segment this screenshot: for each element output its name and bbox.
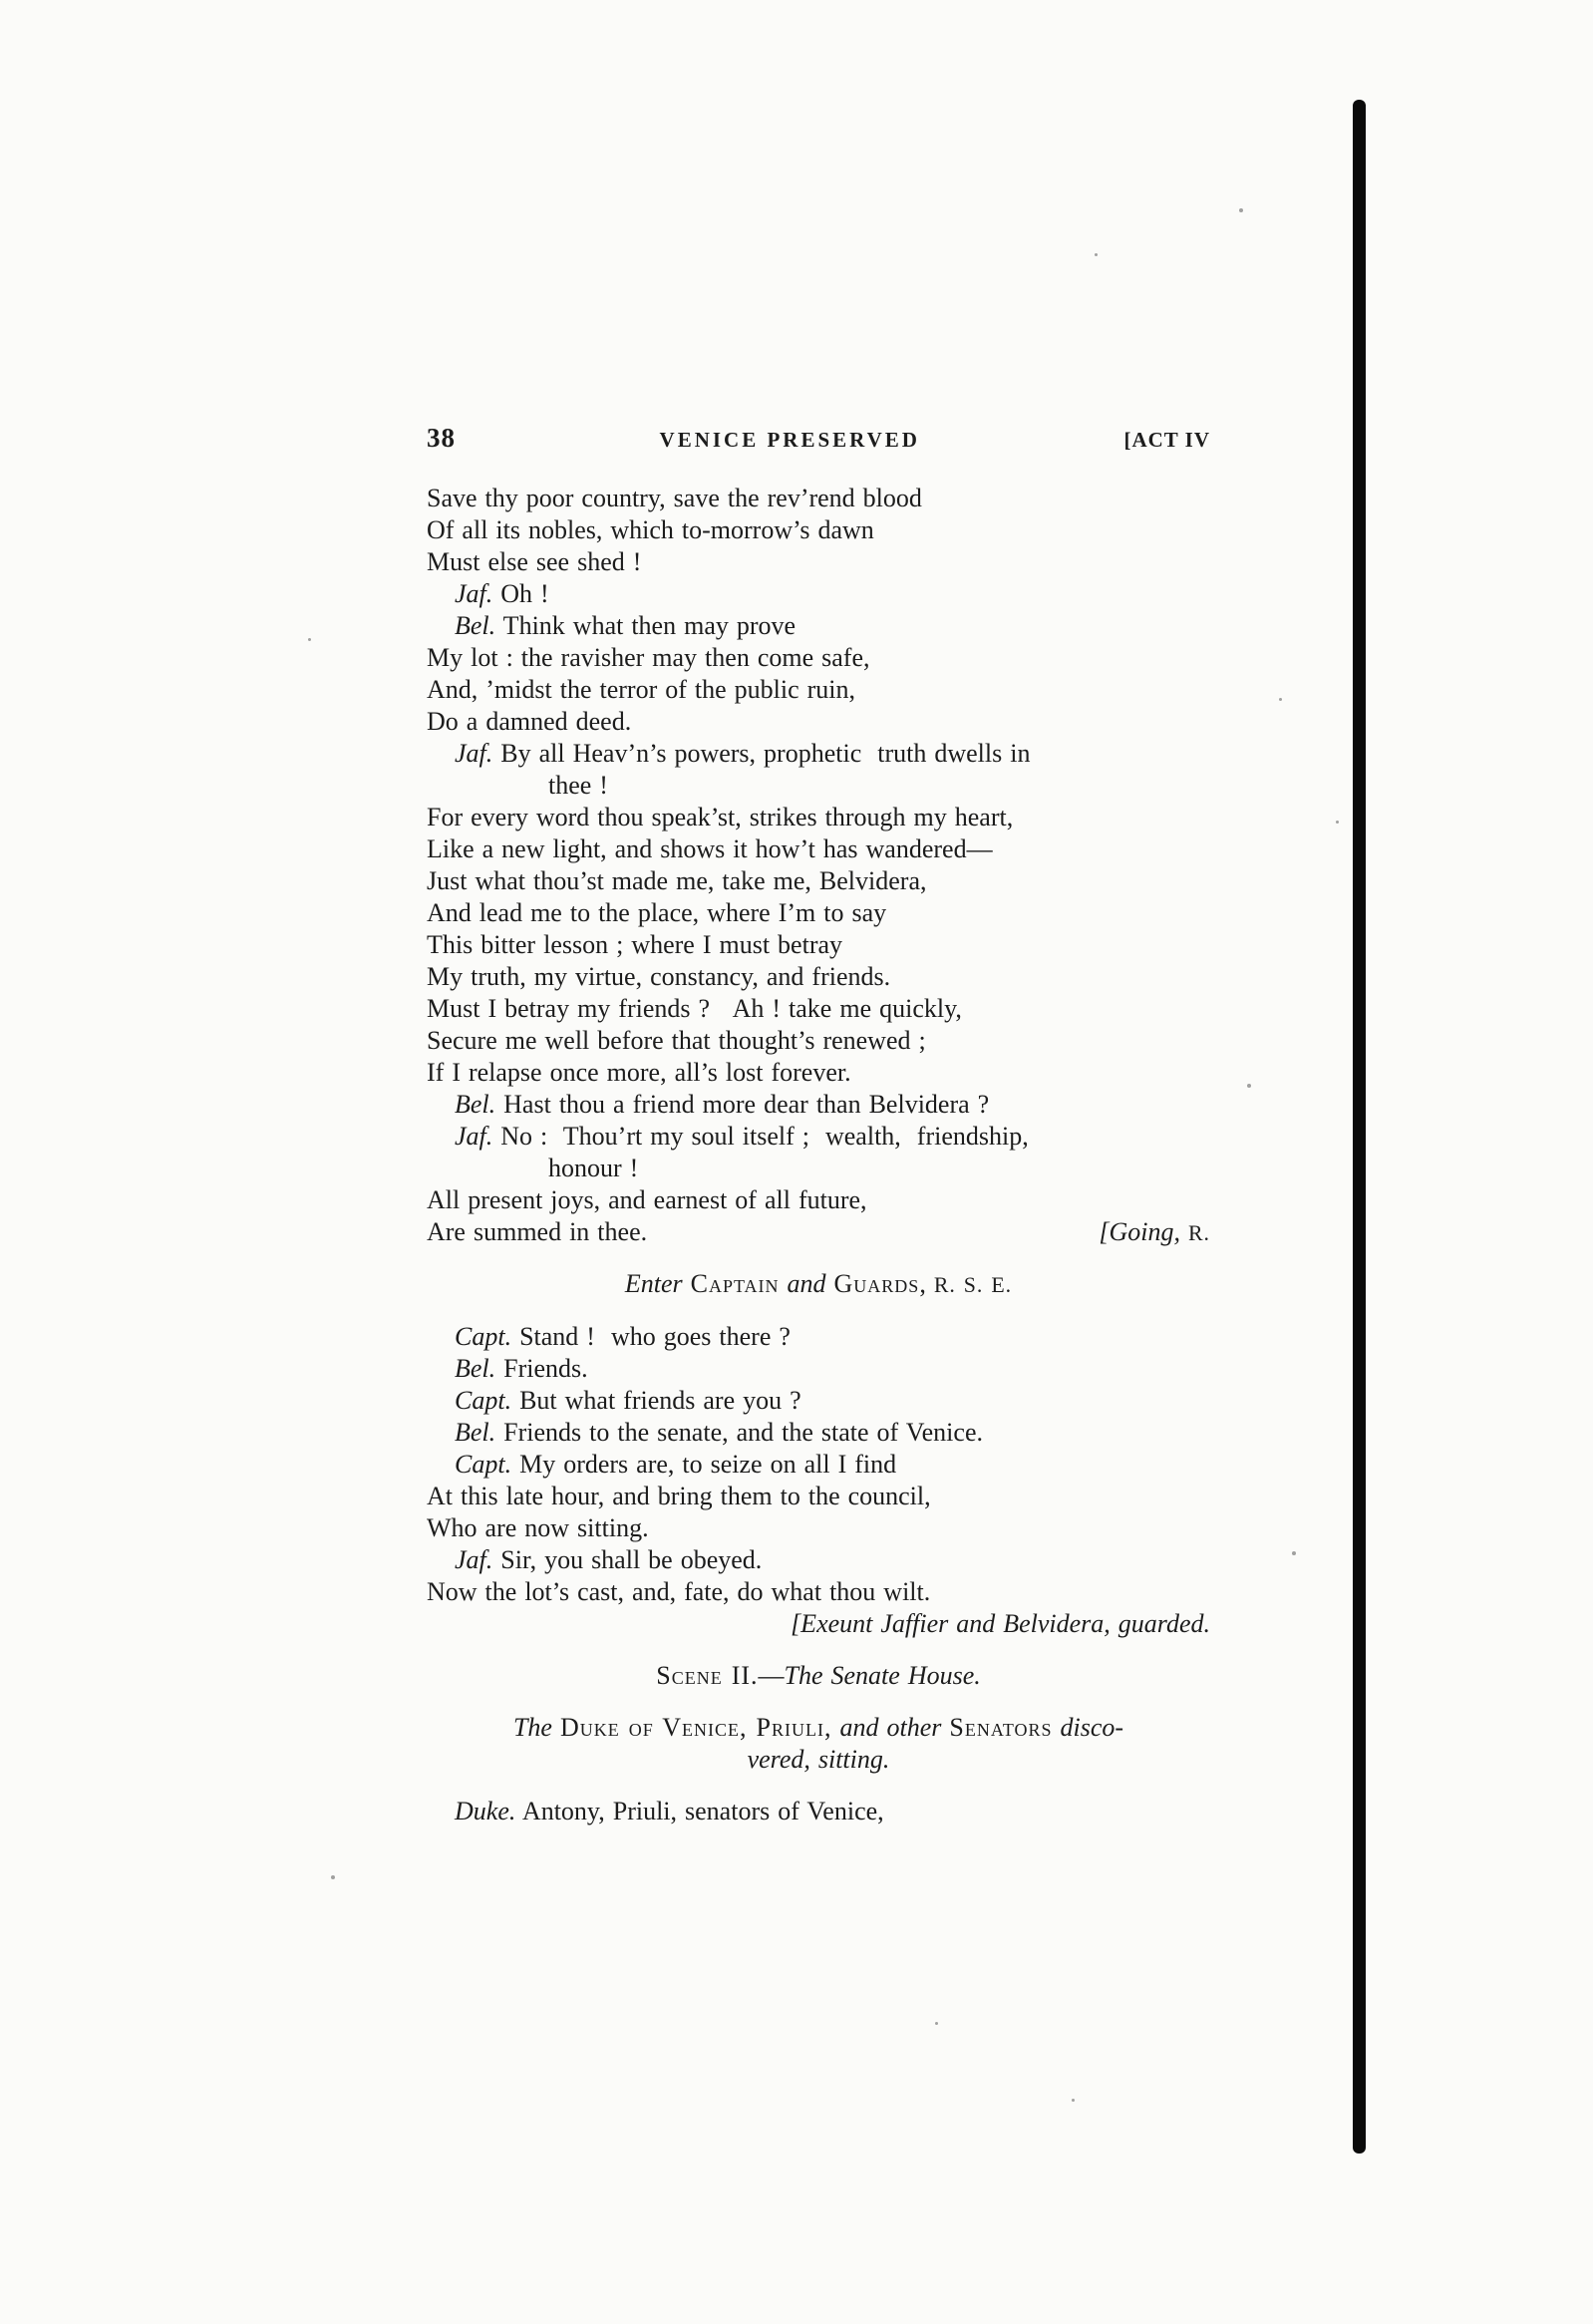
text-segment: Must I betray my friends ? Ah ! take me quickly, [427, 994, 962, 1023]
text-line [427, 1796, 1210, 1827]
text-line [427, 1417, 1210, 1449]
text-line [427, 1608, 1210, 1640]
text-line [427, 738, 1210, 770]
play-text [427, 483, 1210, 1827]
page-header [427, 423, 1210, 454]
text-segment: Save thy poor country, save the rev’rend blood [427, 484, 922, 512]
running-title: VENICE PRESERVED [659, 428, 920, 452]
text-segment: , [919, 1269, 934, 1298]
text-segment: Senators [949, 1713, 1053, 1742]
speaker-abbrev: Bel. [455, 611, 496, 640]
text-segment: Captain [690, 1269, 780, 1298]
text-line [427, 1576, 1210, 1608]
scan-speck [1239, 208, 1243, 212]
scan-speck [331, 1875, 335, 1879]
text-segment: By all Heav’n’s powers, prophetic truth dwells in [492, 739, 1031, 768]
text-segment: Just what thou’st made me, take me, Belvidera, [427, 866, 927, 895]
text-segment: [Exeunt Jaffier and Belvidera, guarded. [791, 1609, 1210, 1638]
text-line [427, 1153, 1210, 1184]
inline-stage-direction [1099, 1216, 1210, 1249]
text-segment: honour ! [548, 1154, 639, 1182]
text-segment: Hast thou a friend more dear than Belvidera ? [495, 1090, 990, 1119]
scan-speck [1247, 1084, 1251, 1088]
scan-speck [1279, 698, 1282, 701]
text-line [427, 865, 1210, 897]
text-segment: But what friends are you ? [511, 1386, 801, 1415]
text-segment: My orders are, to seize on all I find [511, 1450, 897, 1479]
text-segment: and [779, 1269, 834, 1298]
text-segment: vered, sitting. [747, 1745, 890, 1774]
text-line [427, 1089, 1210, 1121]
act-marker: [ACT IV [1123, 428, 1210, 452]
text-line [427, 1025, 1210, 1057]
text-line [427, 1268, 1210, 1301]
text-line [427, 1481, 1210, 1512]
text-segment: Oh ! [492, 579, 549, 608]
speaker-abbrev: Jaf. [455, 739, 493, 768]
text-segment: The [512, 1713, 560, 1742]
text-segment: disco- [1052, 1713, 1124, 1742]
text-segment: For every word thou speak’st, strikes through my heart, [427, 803, 1014, 831]
scan-speck [308, 638, 311, 641]
speaker-abbrev: Bel. [455, 1354, 496, 1383]
text-segment: The Senate House. [784, 1661, 981, 1690]
text-line [427, 1353, 1210, 1385]
text-segment: R. [1187, 1221, 1210, 1245]
text-line [427, 1216, 1210, 1248]
speaker-abbrev: Jaf. [455, 579, 493, 608]
text-segment: All present joys, and earnest of all future, [427, 1185, 867, 1214]
text-line [427, 1184, 1210, 1216]
text-line [427, 833, 1210, 865]
text-line [427, 1057, 1210, 1089]
scan-artifact-bar [1353, 100, 1366, 2154]
text-line [427, 642, 1210, 674]
text-segment: Secure me well before that thought’s renewed ; [427, 1026, 926, 1055]
speaker-abbrev: Capt. [455, 1450, 512, 1479]
text-line [427, 1660, 1210, 1692]
speaker-abbrev: Capt. [455, 1322, 512, 1351]
text-segment: Friends. [495, 1354, 588, 1383]
scan-speck [1336, 821, 1339, 824]
scan-speck [935, 2022, 938, 2025]
text-segment: Friends to the senate, and the state of Venice. [495, 1418, 983, 1447]
text-segment: Must else see shed ! [427, 547, 642, 576]
text-line [427, 1385, 1210, 1417]
text-segment: And lead me to the place, where I’m to say [427, 898, 887, 927]
text-line [427, 993, 1210, 1025]
text-segment: My lot : the ravisher may then come safe, [427, 643, 870, 672]
text-segment: Duke of Venice, Priuli, [559, 1713, 832, 1742]
text-segment: Stand ! who goes there ? [511, 1322, 791, 1351]
speaker-abbrev: Duke. [455, 1797, 516, 1826]
text-segment: Now the lot’s cast, and, fate, do what thou wilt. [427, 1577, 931, 1606]
text-segment: Like a new light, and shows it how’t has wandered— [427, 834, 993, 863]
text-line [427, 483, 1210, 514]
speaker-abbrev: Jaf. [455, 1122, 493, 1151]
text-line [427, 961, 1210, 993]
text-segment: Do a damned deed. [427, 707, 632, 736]
text-segment: Guards [833, 1269, 920, 1298]
text-line [427, 802, 1210, 833]
text-line [427, 706, 1210, 738]
speaker-abbrev: Jaf. [455, 1545, 493, 1574]
text-segment: Think what then may prove [495, 611, 796, 640]
text-segment: This bitter lesson ; where I must betray [427, 930, 843, 959]
text-line [427, 546, 1210, 578]
text-segment: — [758, 1661, 785, 1690]
text-line [427, 1321, 1210, 1353]
scan-speck [1072, 2099, 1075, 2102]
page-number: 38 [427, 423, 456, 453]
text-line [427, 610, 1210, 642]
scan-speck [1292, 1551, 1296, 1555]
speaker-abbrev: Capt. [455, 1386, 512, 1415]
scan-speck [1095, 253, 1098, 256]
text-line [427, 897, 1210, 929]
text-segment: [Going, [1099, 1217, 1188, 1246]
text-line [427, 514, 1210, 546]
text-line [427, 578, 1210, 610]
text-line [427, 1449, 1210, 1481]
speaker-abbrev: Bel. [455, 1090, 496, 1119]
text-segment: thee ! [548, 771, 608, 800]
text-line [427, 1544, 1210, 1576]
text-segment: And, ’midst the terror of the public ruin, [427, 675, 856, 704]
text-segment: If I relapse once more, all’s lost forever. [427, 1058, 851, 1087]
text-segment: No : Thou’rt my soul itself ; wealth, friendship, [492, 1122, 1029, 1151]
text-segment: At this late hour, and bring them to the council, [427, 1482, 931, 1510]
text-line [427, 929, 1210, 961]
text-segment: Sir, you shall be obeyed. [492, 1545, 763, 1574]
text-segment: and other [831, 1713, 950, 1742]
text-line [427, 1121, 1210, 1153]
text-line [427, 1712, 1210, 1744]
text-line [427, 770, 1210, 802]
text-segment: Enter [624, 1269, 691, 1298]
speaker-abbrev: Bel. [455, 1418, 496, 1447]
text-line [427, 1744, 1210, 1776]
text-line [427, 674, 1210, 706]
text-segment: Antony, Priuli, senators of Venice, [515, 1797, 884, 1826]
text-segment: R. S. E. [933, 1273, 1013, 1297]
text-segment: Of all its nobles, which to-morrow’s dawn [427, 515, 874, 544]
text-segment: Scene II. [656, 1661, 759, 1690]
text-segment: My truth, my virtue, constancy, and friends. [427, 962, 891, 991]
text-segment: Are summed in thee. [427, 1217, 648, 1246]
text-segment: Who are now sitting. [427, 1513, 649, 1542]
text-line [427, 1512, 1210, 1544]
